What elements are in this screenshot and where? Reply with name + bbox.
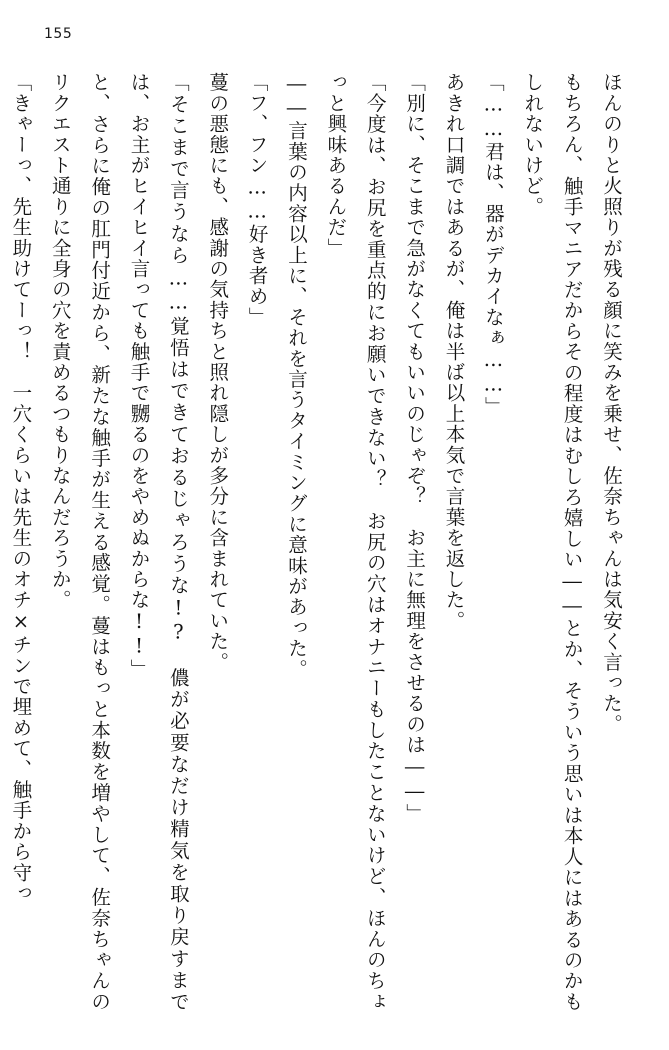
paragraph: と、さらに俺の肛門付近から、新たな触手が生える感覚。蔓はもっと本数を増やして、佐奈ちゃんのリクエスト通りに全身の穴を責めるつもりなんだろうか。	[48, 72, 112, 1012]
paragraph: 蔓の悪態にも、感謝の気持ちと照れ隠しが多分に含まれていた。	[206, 72, 230, 673]
paragraph: ほんのりと火照りが残る顔に笑みを乗せ、佐奈ちゃんは気安く言った。	[600, 72, 623, 735]
paragraph: 「今度は、お尻を重点的にお願いできない？ お尻の穴はオナニーもしたことないけど、ほんのちょっと興味あるんだ」	[324, 72, 387, 1012]
paragraph: 「フ、フン……好き者め」	[245, 72, 269, 328]
paragraph: もちろん、触手マニアだからその程度はむしろ嬉しい――とか、そういう思いは本人にはあるのかもしれないけど。	[521, 72, 584, 1012]
paragraph: ――言葉の内容以上に、それを言うタイミングに意味があった。	[285, 72, 308, 680]
paragraph: 「……君は、器がデカイなぁ……」	[481, 72, 505, 418]
paragraph: 「きゃーっ、先生助けてーっ！ 一穴くらいは先生のオチ×チンで埋めて、触手から守っ	[9, 72, 33, 904]
paragraph: あきれ口調ではあるが、俺は半ば以上本気で言葉を返した。	[442, 72, 466, 631]
page-number: 155	[44, 26, 73, 42]
vertical-text-body	[9, 72, 631, 1012]
paragraph: 「そこまで言うなら……覚悟はできておるじゃろうな!? 儂が必要なだけ精気を取り戻すまでは、お主がヒイヒイ言っても触手で嬲るのをやめぬからな!!」	[127, 72, 190, 1012]
paragraph: 「別に、そこまで急がなくてもいいのじゃぞ？ お主に無理をさせるのは――」	[403, 72, 427, 825]
